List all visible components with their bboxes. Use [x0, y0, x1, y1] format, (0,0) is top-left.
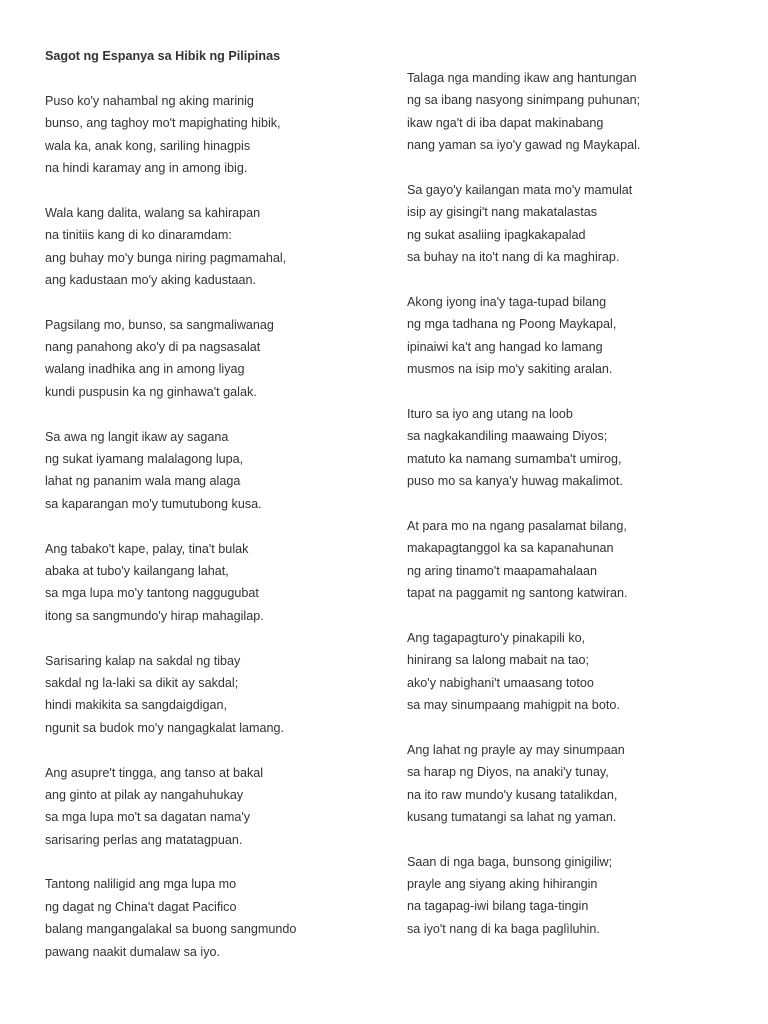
left-column [45, 45, 375, 963]
stanza [45, 314, 375, 404]
stanza [45, 90, 375, 180]
poem-line: abaka at tubo'y kailangang lahat, [45, 563, 229, 578]
poem-line: kusang tumatangi sa lahat ng yaman. [407, 809, 617, 824]
stanza [45, 873, 375, 963]
stanza [407, 515, 737, 605]
poem-line: sa may sinumpaang mahigpit na boto. [407, 697, 620, 712]
poem-line: isip ay gisingi't nang makatalastas [407, 205, 598, 220]
poem-line: walang inadhika ang in among liyag [45, 362, 245, 377]
poem-line: Sa gayo'y kailangan mata mo'y mamulat [407, 182, 633, 197]
poem-line: makapagtanggol ka sa kapanahunan [407, 541, 614, 556]
poem-line: Talaga nga manding ikaw ang hantungan [407, 71, 637, 85]
poem-line: hindi makikita sa sangdaigdigan, [45, 698, 228, 713]
poem-line: na ito raw mundo'y kusang tatalikdan, [407, 787, 618, 802]
poem-line: sakdal ng la-laki sa dikit ay sakdal; [45, 675, 239, 690]
poem-line: na tinitiis kang di ko dinaramdam: [45, 228, 232, 243]
poem-line: Ang asupre't tingga, ang tanso at bakal [45, 765, 264, 780]
poem-line: nang panahong ako'y di pa nagsasalat [45, 340, 261, 355]
poem-line: Pagsilang mo, bunso, sa sangmaliwanag [45, 317, 274, 332]
poem-line: Ang lahat ng prayle ay may sinumpaan [407, 742, 625, 757]
poem-line: Ang tagapagturo'y pinakapili ko, [407, 630, 586, 645]
stanza [407, 739, 737, 829]
stanza [45, 762, 375, 852]
poem-line: ang ginto at pilak ay nangahuhukay [45, 787, 244, 802]
stanza [45, 426, 375, 516]
poem-line: na tagapag-iwi bilang taga-tingin [407, 899, 589, 914]
left-stanzas [45, 90, 375, 963]
poem-line: ako'y nabighani't umaasang totoo [407, 675, 594, 690]
stanza [407, 291, 737, 381]
right-column [407, 67, 737, 940]
poem-line: sa kaparangan mo'y tumutubong kusa. [45, 496, 262, 511]
stanza [407, 403, 737, 493]
poem-line: lahat ng pananim wala mang alaga [45, 474, 241, 489]
poem-line: sa nagkakandiling maawaing Diyos; [407, 429, 608, 444]
poem-line: wala ka, anak kong, sariling hinagpis [45, 138, 251, 153]
poem-line: ipinaiwi ka't ang hangad ko lamang [407, 339, 603, 354]
stanza [407, 627, 737, 717]
poem-title: Sagot ng Espanya sa Hibik ng Pilipinas [45, 49, 281, 63]
stanza [407, 67, 737, 157]
poem-line: hinirang sa lalong mabait na tao; [407, 653, 590, 668]
right-stanzas [407, 67, 737, 940]
poem-line: ng sukat asaliing ipagkakapalad [407, 227, 586, 242]
poem-line: sa mga lupa mo't sa dagatan nama'y [45, 810, 251, 825]
poem-line: matuto ka namang sumamba't umirog, [407, 451, 622, 466]
poem-line: sa harap ng Diyos, na anaki'y tunay, [407, 765, 609, 780]
poem-line: musmos na isip mo'y sakiting aralan. [407, 362, 613, 377]
poem-line: ang kadustaan mo'y aking kadustaan. [45, 272, 257, 287]
poem-line: prayle ang siyang aking hihirangin [407, 877, 598, 892]
poem-line: ng mga tadhana ng Poong Maykapal, [407, 317, 617, 332]
stanza [45, 650, 375, 740]
poem-line: Sa awa ng langit ikaw ay sagana [45, 429, 229, 444]
poem-line: Puso ko'y nahambal ng aking marinig [45, 93, 254, 108]
poem-line: ng sa ibang nasyong sinimpang puhunan; [407, 93, 641, 108]
stanza [407, 851, 737, 941]
poem-line: ng aring tinamo't maapamahalaan [407, 563, 598, 578]
poem-line: At para mo na ngang pasalamat bilang, [407, 518, 627, 533]
poem-line: sa iyo't nang di ka baga paglìluhin. [407, 921, 600, 936]
poem-line: bunso, ang taghoy mo't mapighating hibik, [45, 116, 281, 131]
poem-line: Akong iyong ina'y taga-tupad bilang [407, 294, 607, 309]
stanza [407, 179, 737, 269]
poem-line: Ituro sa iyo ang utang na loob [407, 406, 573, 421]
poem-line: Wala kang dalita, walang sa kahirapan [45, 205, 261, 220]
poem-line: na hindi karamay ang in among ibig. [45, 160, 248, 175]
poem-line: sarisaring perlas ang matatagpuan. [45, 832, 243, 847]
poem-line: itong sa sangmundo'y hirap mahagilap. [45, 608, 264, 623]
poem-line: Tantong naliligid ang mga lupa mo [45, 877, 237, 892]
poem-line: ang buhay mo'y bunga niring pagmamahal, [45, 250, 287, 265]
poem-line: ngunit sa budok mo'y nangagkalat lamang. [45, 720, 285, 735]
poem-line: Sarisaring kalap na sakdal ng tibay [45, 653, 241, 668]
stanza [45, 538, 375, 628]
poem-line: ng sukat iyamang malalagong lupa, [45, 452, 244, 467]
poem-line: pawang naakit dumalaw sa iyo. [45, 944, 221, 959]
stanza [45, 202, 375, 292]
poem-line: ikaw nga't di iba dapat makinabang [407, 115, 604, 130]
poem-line: sa mga lupa mo'y tantong naggugubat [45, 586, 259, 601]
poem-line: ng dagat ng China't dagat Pacifico [45, 899, 237, 914]
poem-line: tapat na paggamit ng santong katwiran. [407, 585, 628, 600]
poem-line: kundi puspusin ka ng ginhawa't galak. [45, 384, 257, 399]
poem-line: Saan di nga baga, bunsong ginigiliw; [407, 854, 613, 869]
poem-line: balang mangangalakal sa buong sangmundo [45, 922, 297, 937]
poem-line: sa buhay na ito't nang di ka maghirap. [407, 250, 620, 265]
poem-line: puso mo sa kanya'y huwag makalimot. [407, 474, 623, 489]
poem-line: nang yaman sa iyo'y gawad ng Maykapal. [407, 138, 641, 153]
poem-line: Ang tabako't kape, palay, tina't bulak [45, 541, 249, 556]
